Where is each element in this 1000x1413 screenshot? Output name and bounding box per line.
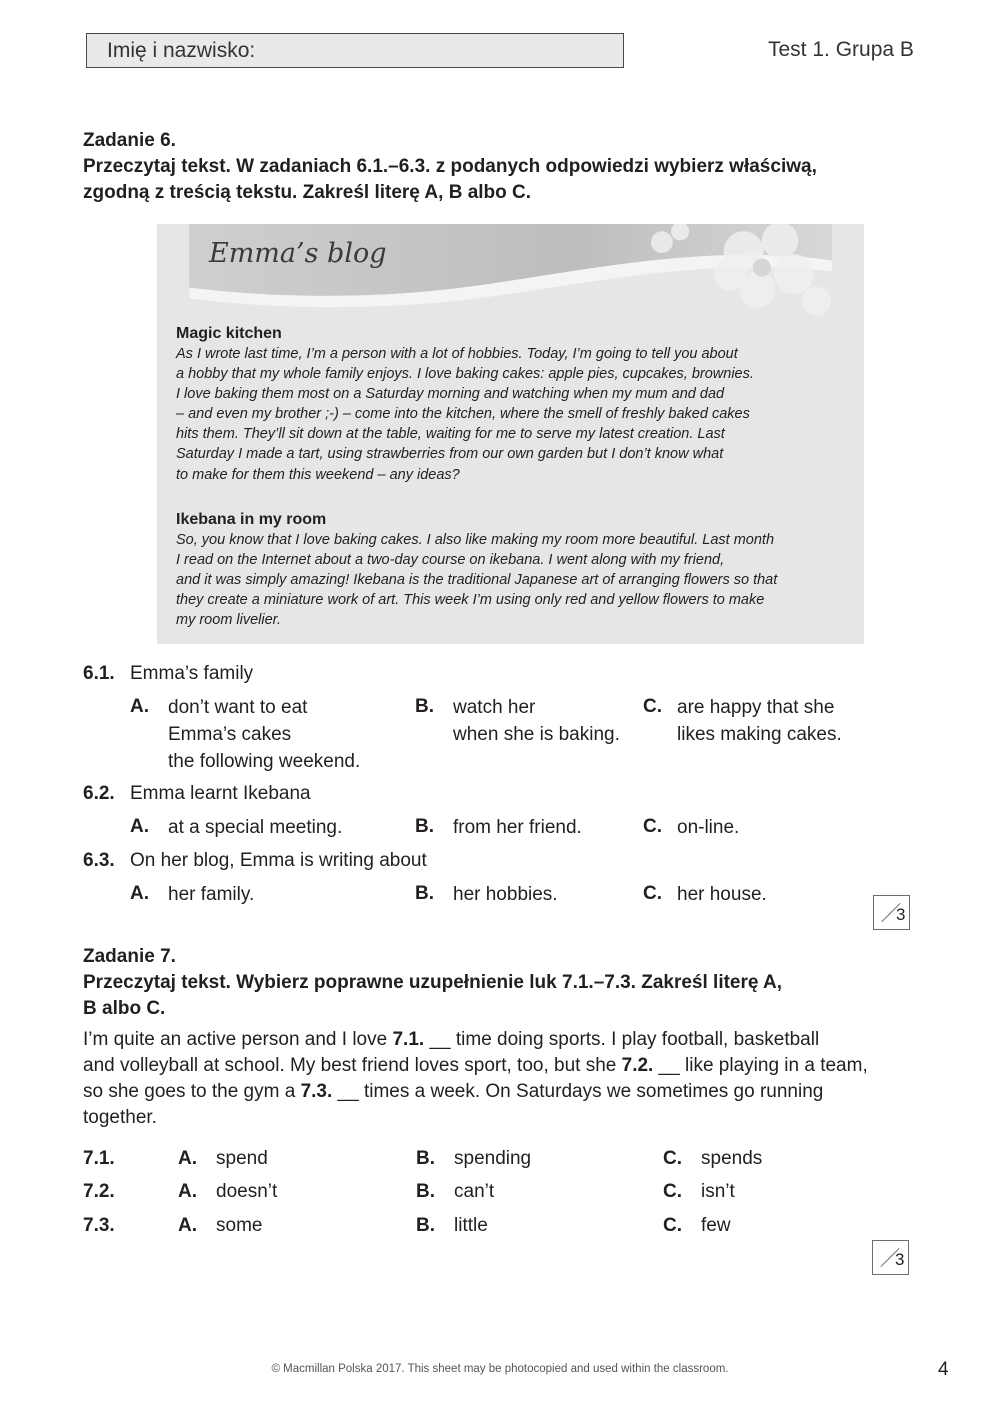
option-text: from her friend.	[453, 817, 582, 838]
name-label: Imię i nazwisko:	[107, 39, 256, 62]
option-text: her house.	[677, 884, 767, 905]
question-number: 7.2.	[83, 1181, 115, 1202]
score-box[interactable]	[872, 1240, 909, 1275]
question-number: 7.1.	[83, 1148, 115, 1169]
question-number: 7.3.	[83, 1215, 115, 1236]
post-body: As I wrote last time, I’m a person with a lot of hobbies. Today, I’m going to tell you about a hobby that my whole family enjoys. I love baking cakes: apple pies, cupcakes, brownies. I love baking them most on a Saturday morning and watching when my mum and dad – and even my brother ;-) – come into the kitchen, where the smell of freshly baked cakes hits them. They’ll sit down at the table, waiting for me to serve my latest creation. Last Saturday I made a tart, using strawberries from our own garden but I don’t know what to make for them this weekend – any ideas?	[176, 346, 754, 483]
post-title: Magic kitchen	[176, 325, 282, 342]
option-a[interactable]: A.	[178, 1181, 197, 1202]
option-a[interactable]: A.	[130, 883, 149, 904]
option-text: few	[701, 1215, 731, 1236]
post-body: So, you know that I love baking cakes. I also like making my room more beautiful. Last month I read on the Internet about a two-day course on ikebana. I went along with my friend, and it was simply amazing! Ikebana is the traditional Japanese art of arranging flowers so that they create a miniature work of art. This week I’m using only red and yellow flowers to make my room livelier.	[176, 532, 778, 629]
task7-title: Zadanie 7.	[83, 946, 176, 967]
option-c[interactable]: C.	[643, 883, 662, 904]
question-number: 6.1.	[83, 663, 115, 684]
option-a[interactable]: A.	[178, 1215, 197, 1236]
option-text: doesn’t	[216, 1181, 278, 1202]
question-text: Emma’s family	[130, 663, 254, 684]
name-field[interactable]	[86, 33, 624, 68]
blog-post	[176, 510, 836, 630]
option-c[interactable]: C.	[643, 816, 662, 837]
option-c[interactable]: C.	[663, 1148, 682, 1169]
blog-post	[176, 324, 836, 485]
score-max: 3	[895, 1250, 905, 1269]
test-label: Test 1. Grupa B	[768, 38, 914, 61]
task7-instruction-line1: Przeczytaj tekst. Wybierz poprawne uzupełnienie luk 7.1.–7.3. Zakreśl literę A,	[83, 972, 783, 993]
option-text: spends	[701, 1148, 763, 1169]
task6-instruction-line2: zgodną z treścią tekstu. Zakreśl literę A, B albo C.	[83, 182, 532, 203]
option-c[interactable]: C.	[663, 1215, 682, 1236]
option-text: her hobbies.	[453, 884, 558, 905]
option-text: can’t	[454, 1181, 495, 1202]
question-number: 6.2.	[83, 783, 115, 804]
task6-instruction-line1: Przeczytaj tekst. W zadaniach 6.1.–6.3. z podanych odpowiedzi wybierz właściwą,	[83, 156, 817, 177]
blog-title: Emma’s blog	[209, 238, 387, 269]
option-b[interactable]: B.	[415, 696, 434, 717]
option-a[interactable]: A.	[178, 1148, 197, 1169]
copyright-footer: © Macmillan Polska 2017. This sheet may be photocopied and used within the classroom.	[271, 1363, 729, 1375]
question-text: On her blog, Emma is writing about	[130, 850, 427, 871]
question-number: 6.3.	[83, 850, 115, 871]
option-text: don’t want to eat Emma’s cakes the following weekend.	[168, 697, 361, 772]
option-b[interactable]: B.	[416, 1148, 435, 1169]
gap-fill-text: I’m quite an active person and I love 7.1. __ time doing sports. I play football, basketball and volleyball at school. My best friend loves sport, too, but she 7.2. __ like playing in a team, so she goes to the gym a 7.3. __ times a week. On Saturdays we sometimes go running together.	[83, 1029, 868, 1128]
page-number: 4	[938, 1359, 949, 1380]
option-text: little	[454, 1215, 488, 1236]
option-a[interactable]: A.	[130, 696, 149, 717]
score-max: 3	[896, 905, 906, 924]
option-b[interactable]: B.	[416, 1181, 435, 1202]
option-text: her family.	[168, 884, 255, 905]
gap-7-1: 7.1.	[392, 1029, 425, 1050]
option-text: at a special meeting.	[168, 817, 343, 838]
option-a[interactable]: A.	[130, 816, 149, 837]
gap-7-3: 7.3.	[300, 1081, 333, 1102]
option-text: spend	[216, 1148, 268, 1169]
option-c[interactable]: C.	[643, 696, 662, 717]
option-text: isn’t	[701, 1181, 735, 1202]
gap-7-2: 7.2.	[621, 1055, 654, 1076]
option-text: on-line.	[677, 817, 740, 838]
question-text: Emma learnt Ikebana	[130, 783, 311, 804]
option-b[interactable]: B.	[415, 816, 434, 837]
option-text: watch her when she is baking.	[453, 697, 620, 745]
score-box[interactable]	[873, 895, 910, 930]
option-text: are happy that she likes making cakes.	[677, 697, 842, 745]
task7-instruction-line2: B albo C.	[83, 998, 166, 1019]
option-text: some	[216, 1215, 263, 1236]
post-title: Ikebana in my room	[176, 511, 327, 528]
option-text: spending	[454, 1148, 532, 1169]
option-c[interactable]: C.	[663, 1181, 682, 1202]
task6-title: Zadanie 6.	[83, 130, 176, 151]
option-b[interactable]: B.	[416, 1215, 435, 1236]
option-b[interactable]: B.	[415, 883, 434, 904]
blog-panel	[157, 224, 864, 644]
